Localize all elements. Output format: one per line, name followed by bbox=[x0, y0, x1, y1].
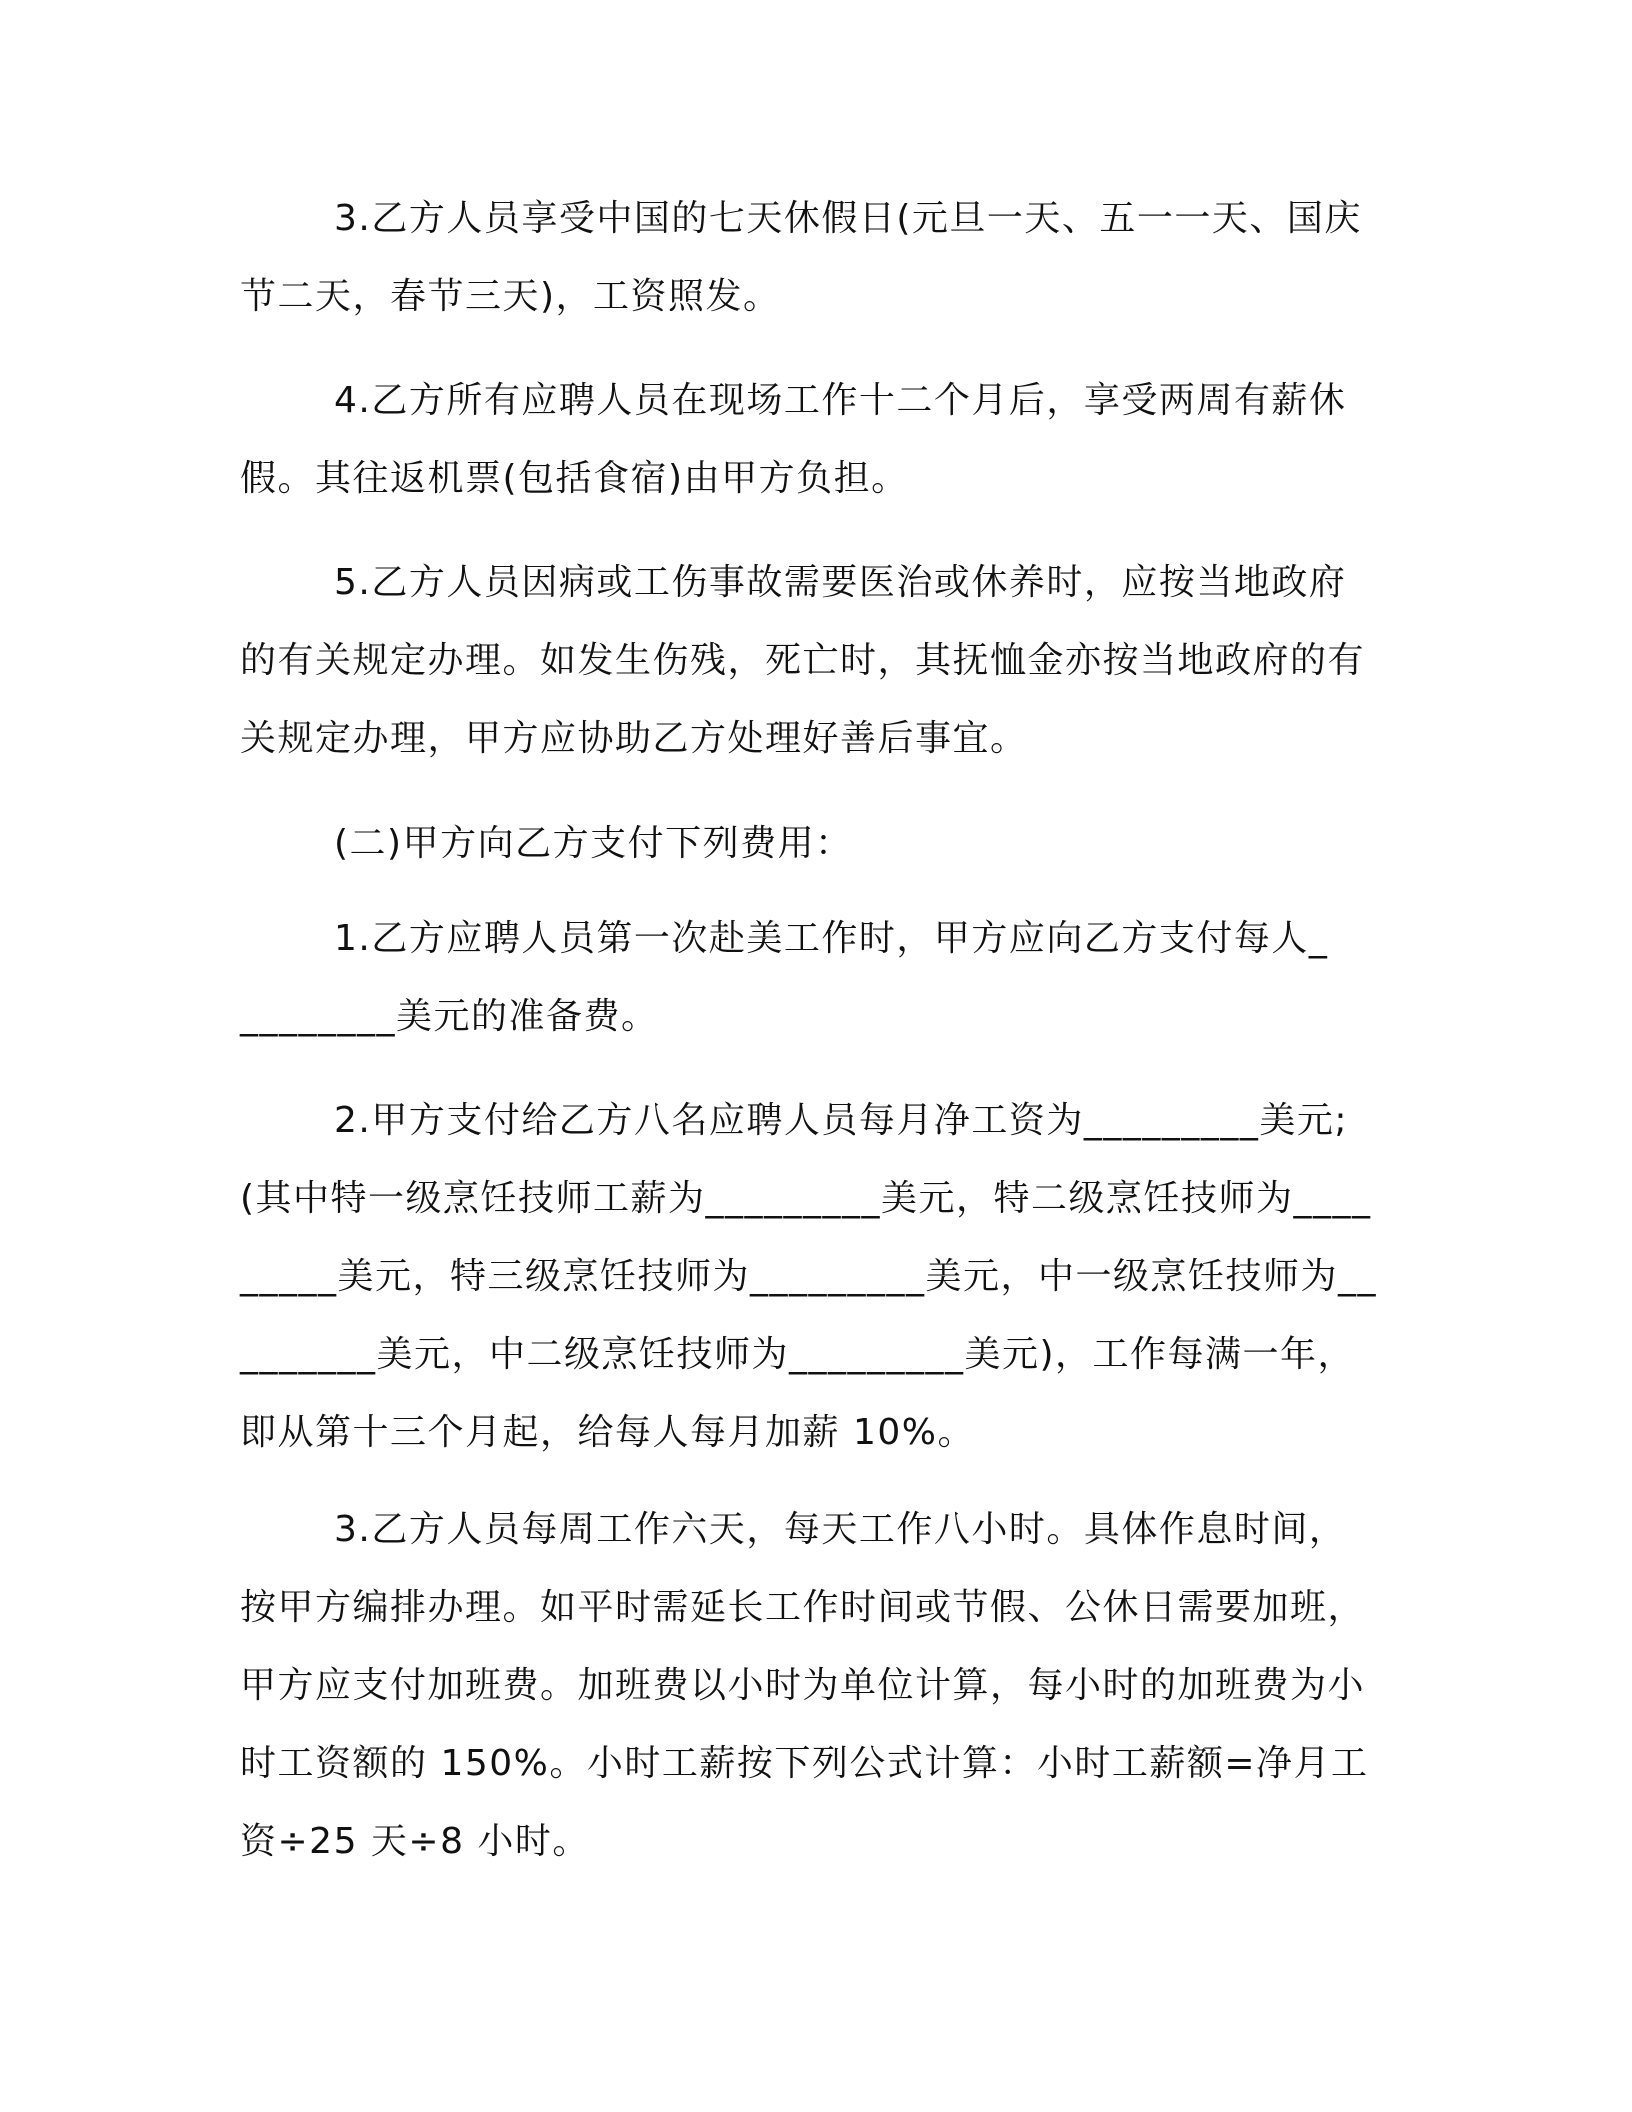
paragraph-illness-injury: 5.乙方人员因病或工伤事故需要医治或休养时，应按当地政府的有关规定办理。如发生伤残，死亡时，其抚恤金亦按当地政府的有关规定办理，甲方应协助乙方处理好善后事宜。 bbox=[240, 562, 1366, 759]
paragraph-monthly-salary: 2.甲方支付给乙方八名应聘人员每月净工资为_________美元;(其中特一级烹饪技师工薪为_________美元，特二级烹饪技师为_________美元，特三级烹饪技师为_________美元，中一级烹饪技师为_________美元，中二级烹饪技师为_________美元)，工作每满一年，即从第十三个月起，给每人每月加薪 10%。 bbox=[240, 1100, 1378, 1453]
paragraph-preparation-fee: 1.乙方应聘人员第一次赴美工作时，甲方应向乙方支付每人_________美元的准备费。 bbox=[240, 918, 1329, 1037]
paragraph-overtime: 3.乙方人员每周工作六天，每天工作八小时。具体作息时间，按甲方编排办理。如平时需延长工作时间或节假、公休日需要加班，甲方应支付加班费。加班费以小时为单位计算，每小时的加班费为小时工资额的 150%。小时工薪按下列公式计算：小时工薪额=净月工资÷25 天÷8 小时。 bbox=[240, 1509, 1369, 1862]
paragraph-holiday-leave: 3.乙方人员享受中国的七天休假日(元旦一天、五一一天、国庆节二天，春节三天)，工资照发。 bbox=[240, 198, 1362, 317]
section-heading-fees: (二)甲方向乙方支付下列费用： bbox=[334, 823, 853, 864]
paragraph-paid-vacation: 4.乙方所有应聘人员在现场工作十二个月后，享受两周有薪休假。其往返机票(包括食宿)由甲方负担。 bbox=[240, 380, 1347, 499]
